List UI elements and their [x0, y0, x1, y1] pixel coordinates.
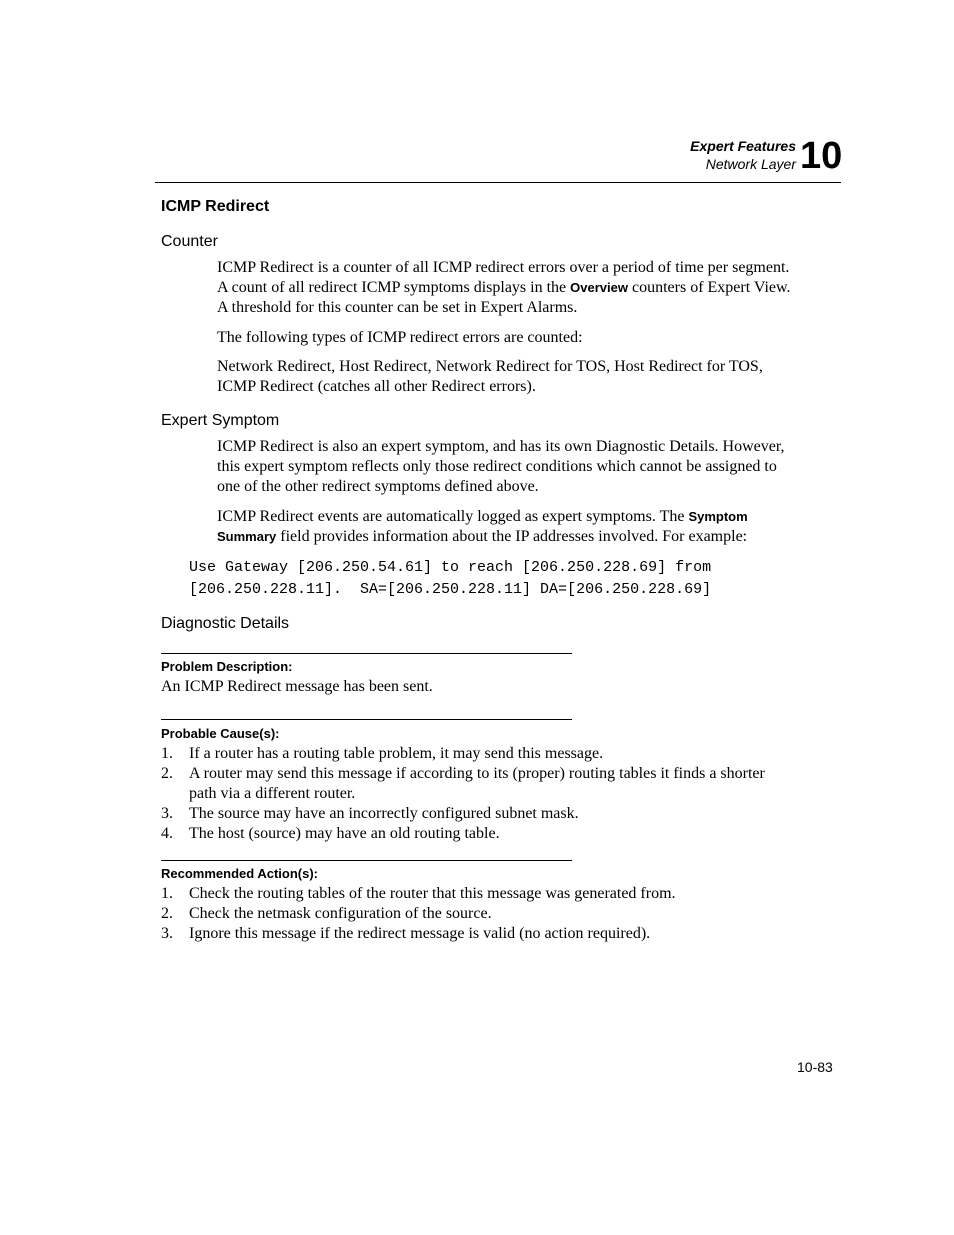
diagnostic-details-heading: Diagnostic Details — [161, 615, 290, 632]
problem-description-label: Problem Description: — [161, 659, 293, 674]
symptom-summary-term: Symptom Summary — [217, 509, 748, 544]
list-item: 2. A router may send this message if according to its (proper) routing tables it finds a shorter path via a different router. — [161, 765, 765, 802]
counter-paragraph-3: Network Redirect, Host Redirect, Network Redirect for TOS, Host Redirect for TOS, ICMP Redirect (catches all other Redirect errors). — [217, 358, 763, 395]
causes-rule — [161, 719, 572, 720]
list-item: 2. Check the netmask configuration of the source. — [161, 905, 492, 922]
recommended-actions-label: Recommended Action(s): — [161, 866, 318, 881]
counter-paragraph-1: ICMP Redirect is a counter of all ICMP redirect errors over a period of time per segment. A count of all redirect ICMP symptoms displays in the Overview counters of Expert View. A threshold for this counter can be set in Expert Alarms. — [217, 259, 791, 316]
expert-symptom-paragraph-1: ICMP Redirect is also an expert symptom, and has its own Diagnostic Details. However, this expert symptom reflects only those redirect conditions which cannot be assigned to one of the other redirect symptoms defined above. — [217, 438, 785, 495]
list-item: 4. The host (source) may have an old routing table. — [161, 825, 500, 842]
list-item: 1. Check the routing tables of the router that this message was generated from. — [161, 885, 676, 902]
list-item: 3. The source may have an incorrectly configured subnet mask. — [161, 805, 579, 822]
list-item: 1. If a router has a routing table problem, it may send this message. — [161, 745, 604, 762]
section-title: ICMP Redirect — [161, 198, 270, 215]
counter-paragraph-2: The following types of ICMP redirect errors are counted: — [217, 329, 583, 346]
problem-rule — [161, 653, 572, 654]
problem-description-text: An ICMP Redirect message has been sent. — [161, 678, 433, 695]
list-item: 3. Ignore this message if the redirect message is valid (no action required). — [161, 925, 651, 942]
running-header-chapter-title: Expert Features — [690, 138, 796, 154]
probable-causes-label: Probable Cause(s): — [161, 726, 280, 741]
example-code-line-2: [206.250.228.11]. SA=[206.250.228.11] DA=[206.250.228.69] — [189, 581, 712, 598]
expert-symptom-paragraph-2: ICMP Redirect events are automatically logged as expert symptoms. The Symptom Summary field provides information about the IP addresses involved. For example: — [217, 508, 748, 545]
running-header-section-title: Network Layer — [705, 156, 796, 172]
expert-symptom-heading: Expert Symptom — [161, 412, 280, 429]
counter-heading: Counter — [161, 233, 218, 250]
actions-rule — [161, 860, 572, 861]
header-rule — [155, 182, 841, 183]
overview-term: Overview — [570, 280, 628, 295]
page-number: 10-83 — [797, 1059, 833, 1075]
example-code-line-1: Use Gateway [206.250.54.61] to reach [206.250.228.69] from — [189, 559, 712, 576]
probable-causes-list — [161, 744, 781, 844]
chapter-number: 10 — [800, 135, 843, 177]
recommended-actions-list — [161, 884, 781, 944]
